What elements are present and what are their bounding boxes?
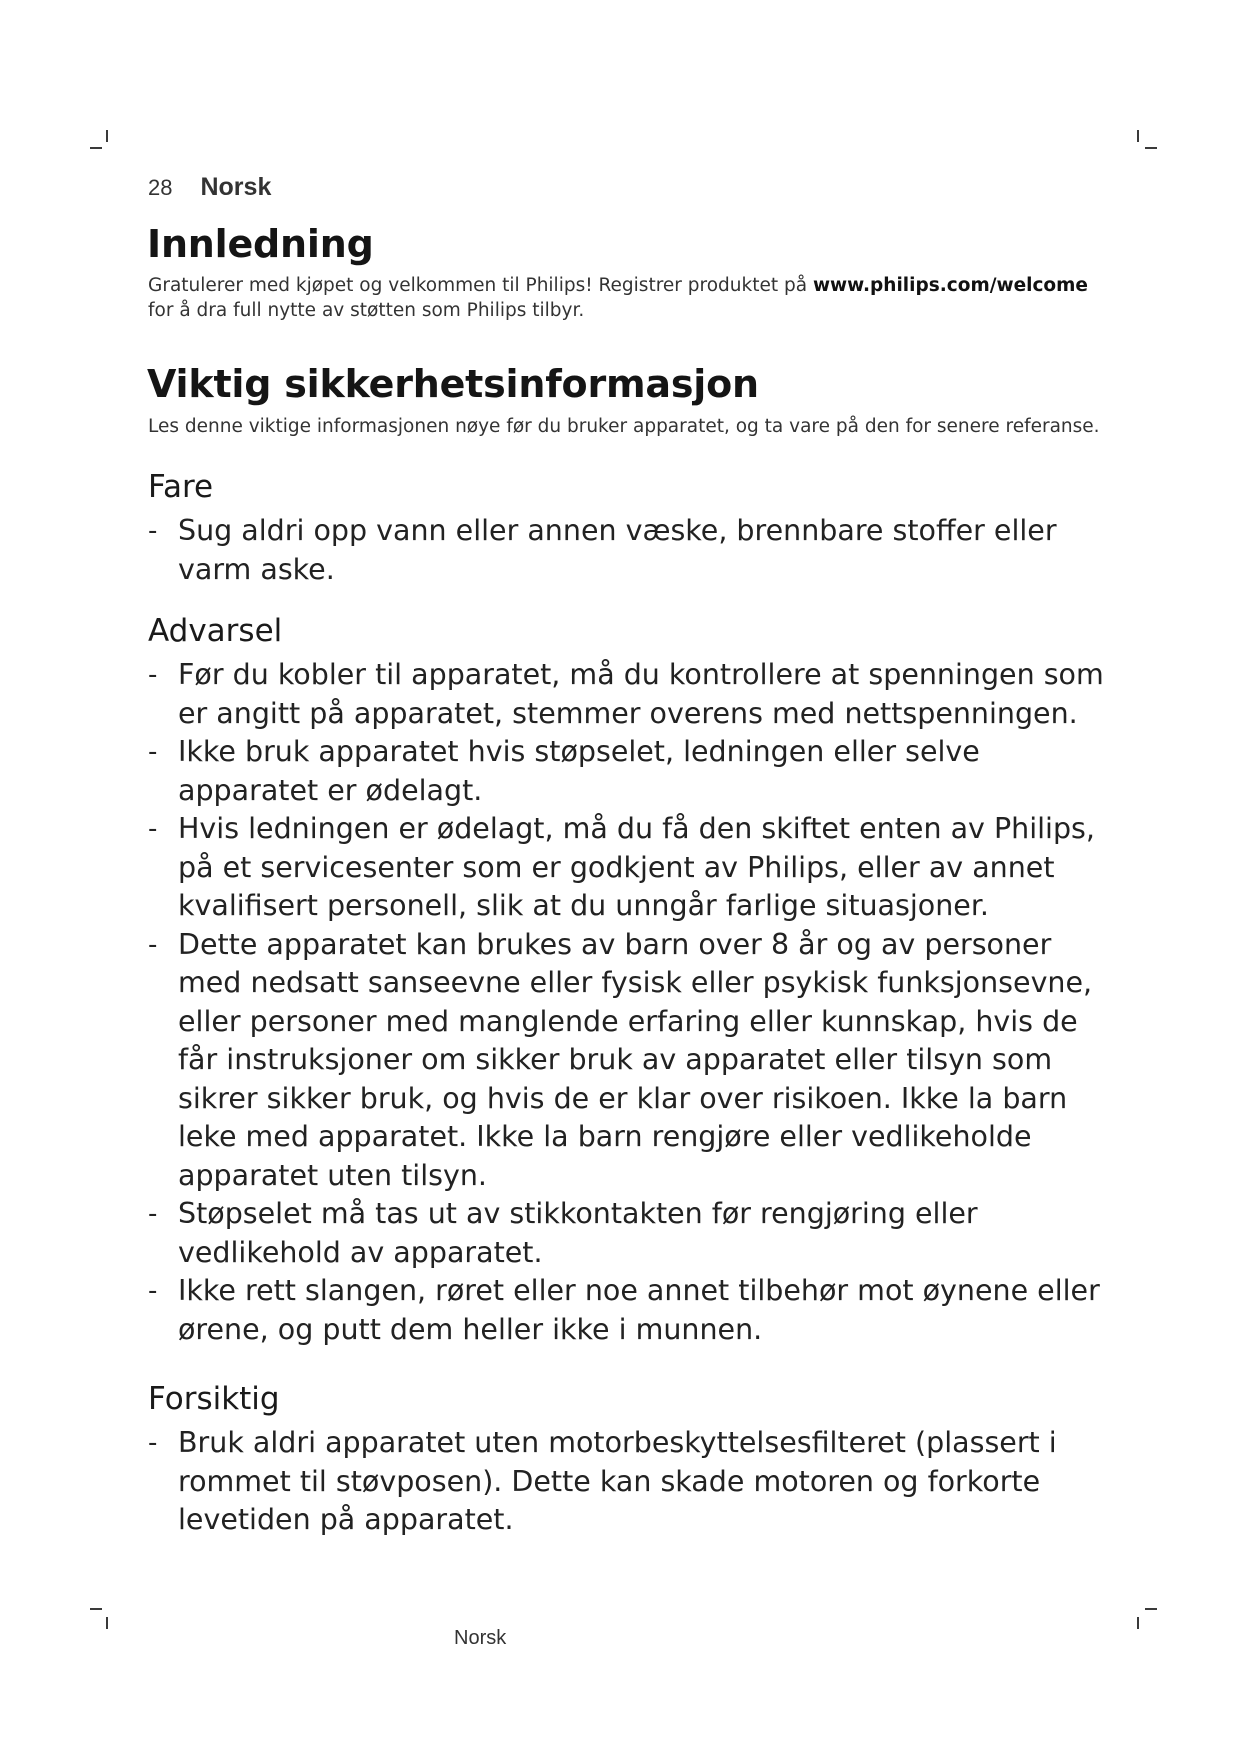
list-item-text: Hvis ledningen er ødelagt, må du få den skiftet enten av Philips, på et servicesenter som er godkjent av Philips, eller av annet kvalifisert personell, slik at du unngår farlige situasjoner.	[178, 812, 1095, 922]
crop-mark-bottom-left-h	[90, 1608, 102, 1610]
list-item	[148, 656, 1108, 733]
intro-text-before: Gratulerer med kjøpet og velkommen til Philips! Registrer produktet på	[148, 275, 813, 296]
list-dash: -	[148, 1276, 158, 1306]
list-item-text: Ikke rett slangen, røret eller noe annet tilbehør mot øynene eller ørene, og putt dem heller ikke i munnen.	[178, 1274, 1100, 1346]
list-dash: -	[148, 660, 158, 690]
list-item-text: Før du kobler til apparatet, må du kontrollere at spenningen som er angitt på apparatet, stemmer overens med nettspenningen.	[178, 658, 1104, 730]
list-dash: -	[148, 516, 158, 546]
crop-mark-top-right-h	[1145, 147, 1157, 149]
warning-heading: Advarsel	[148, 613, 283, 649]
intro-link[interactable]: www.philips.com/welcome	[812, 275, 1088, 296]
list-item	[148, 1424, 1108, 1540]
list-item	[148, 1195, 1108, 1272]
crop-mark-bottom-right-h	[1145, 1608, 1157, 1610]
crop-mark-top-left-h	[90, 147, 102, 149]
caution-list	[148, 1424, 1108, 1540]
list-item	[148, 733, 1108, 810]
intro-text	[148, 273, 1108, 323]
crop-mark-bottom-left-v	[106, 1617, 108, 1629]
list-item-text: Ikke bruk apparatet hvis støpselet, ledningen eller selve apparatet er ødelagt.	[178, 735, 980, 807]
list-dash: -	[148, 737, 158, 767]
list-dash: -	[148, 1428, 158, 1458]
page-footer: Norsk	[454, 1627, 507, 1649]
page-number: 28	[148, 175, 173, 200]
crop-mark-bottom-right-v	[1137, 1617, 1139, 1629]
list-dash: -	[148, 814, 158, 844]
crop-mark-top-left-v	[106, 130, 108, 142]
caution-heading: Forsiktig	[148, 1381, 280, 1417]
list-dash: -	[148, 1199, 158, 1229]
list-item	[148, 1272, 1108, 1349]
danger-heading: Fare	[148, 469, 214, 505]
list-item-text: Bruk aldri apparatet uten motorbeskyttelsesfilteret (plassert i rommet til støvposen). Dette kan skade motoren og forkorte levetiden på apparatet.	[178, 1426, 1057, 1536]
header-language: Norsk	[200, 173, 272, 201]
list-item-text: Sug aldri opp vann eller annen væske, brennbare stoffer eller varm aske.	[178, 514, 1057, 586]
page-header	[148, 173, 271, 202]
list-item-text: Støpselet må tas ut av stikkontakten før rengjøring eller vedlikehold av apparatet.	[178, 1197, 978, 1269]
safety-heading: Viktig sikkerhetsinformasjon	[147, 362, 759, 406]
danger-list	[148, 512, 1108, 589]
list-item	[148, 926, 1108, 1196]
list-item-text: Dette apparatet kan brukes av barn over 8 år og av personer med nedsatt sanseevne eller fysisk eller psykisk funksjonsevne, eller personer med manglende erfaring eller kunnskap, hvis de får instruksjoner om sikker bruk av apparatet eller tilsyn som sikrer sikker bruk, og hvis de er klar over risikoen. Ikke la barn leke med apparatet. Ikke la barn rengjøre eller vedlikeholde apparatet uten tilsyn.	[178, 927, 1093, 1192]
list-item	[148, 512, 1108, 589]
warning-list	[148, 656, 1108, 1349]
crop-mark-top-right-v	[1137, 130, 1139, 142]
intro-text-after: for å dra full nytte av støtten som Philips tilbyr.	[148, 300, 585, 321]
list-dash: -	[148, 929, 158, 960]
list-item	[148, 810, 1108, 926]
intro-heading: Innledning	[147, 222, 374, 266]
safety-intro-text: Les denne viktige informasjonen nøye før du bruker apparatet, og ta vare på den for senere referanse.	[148, 416, 1100, 437]
